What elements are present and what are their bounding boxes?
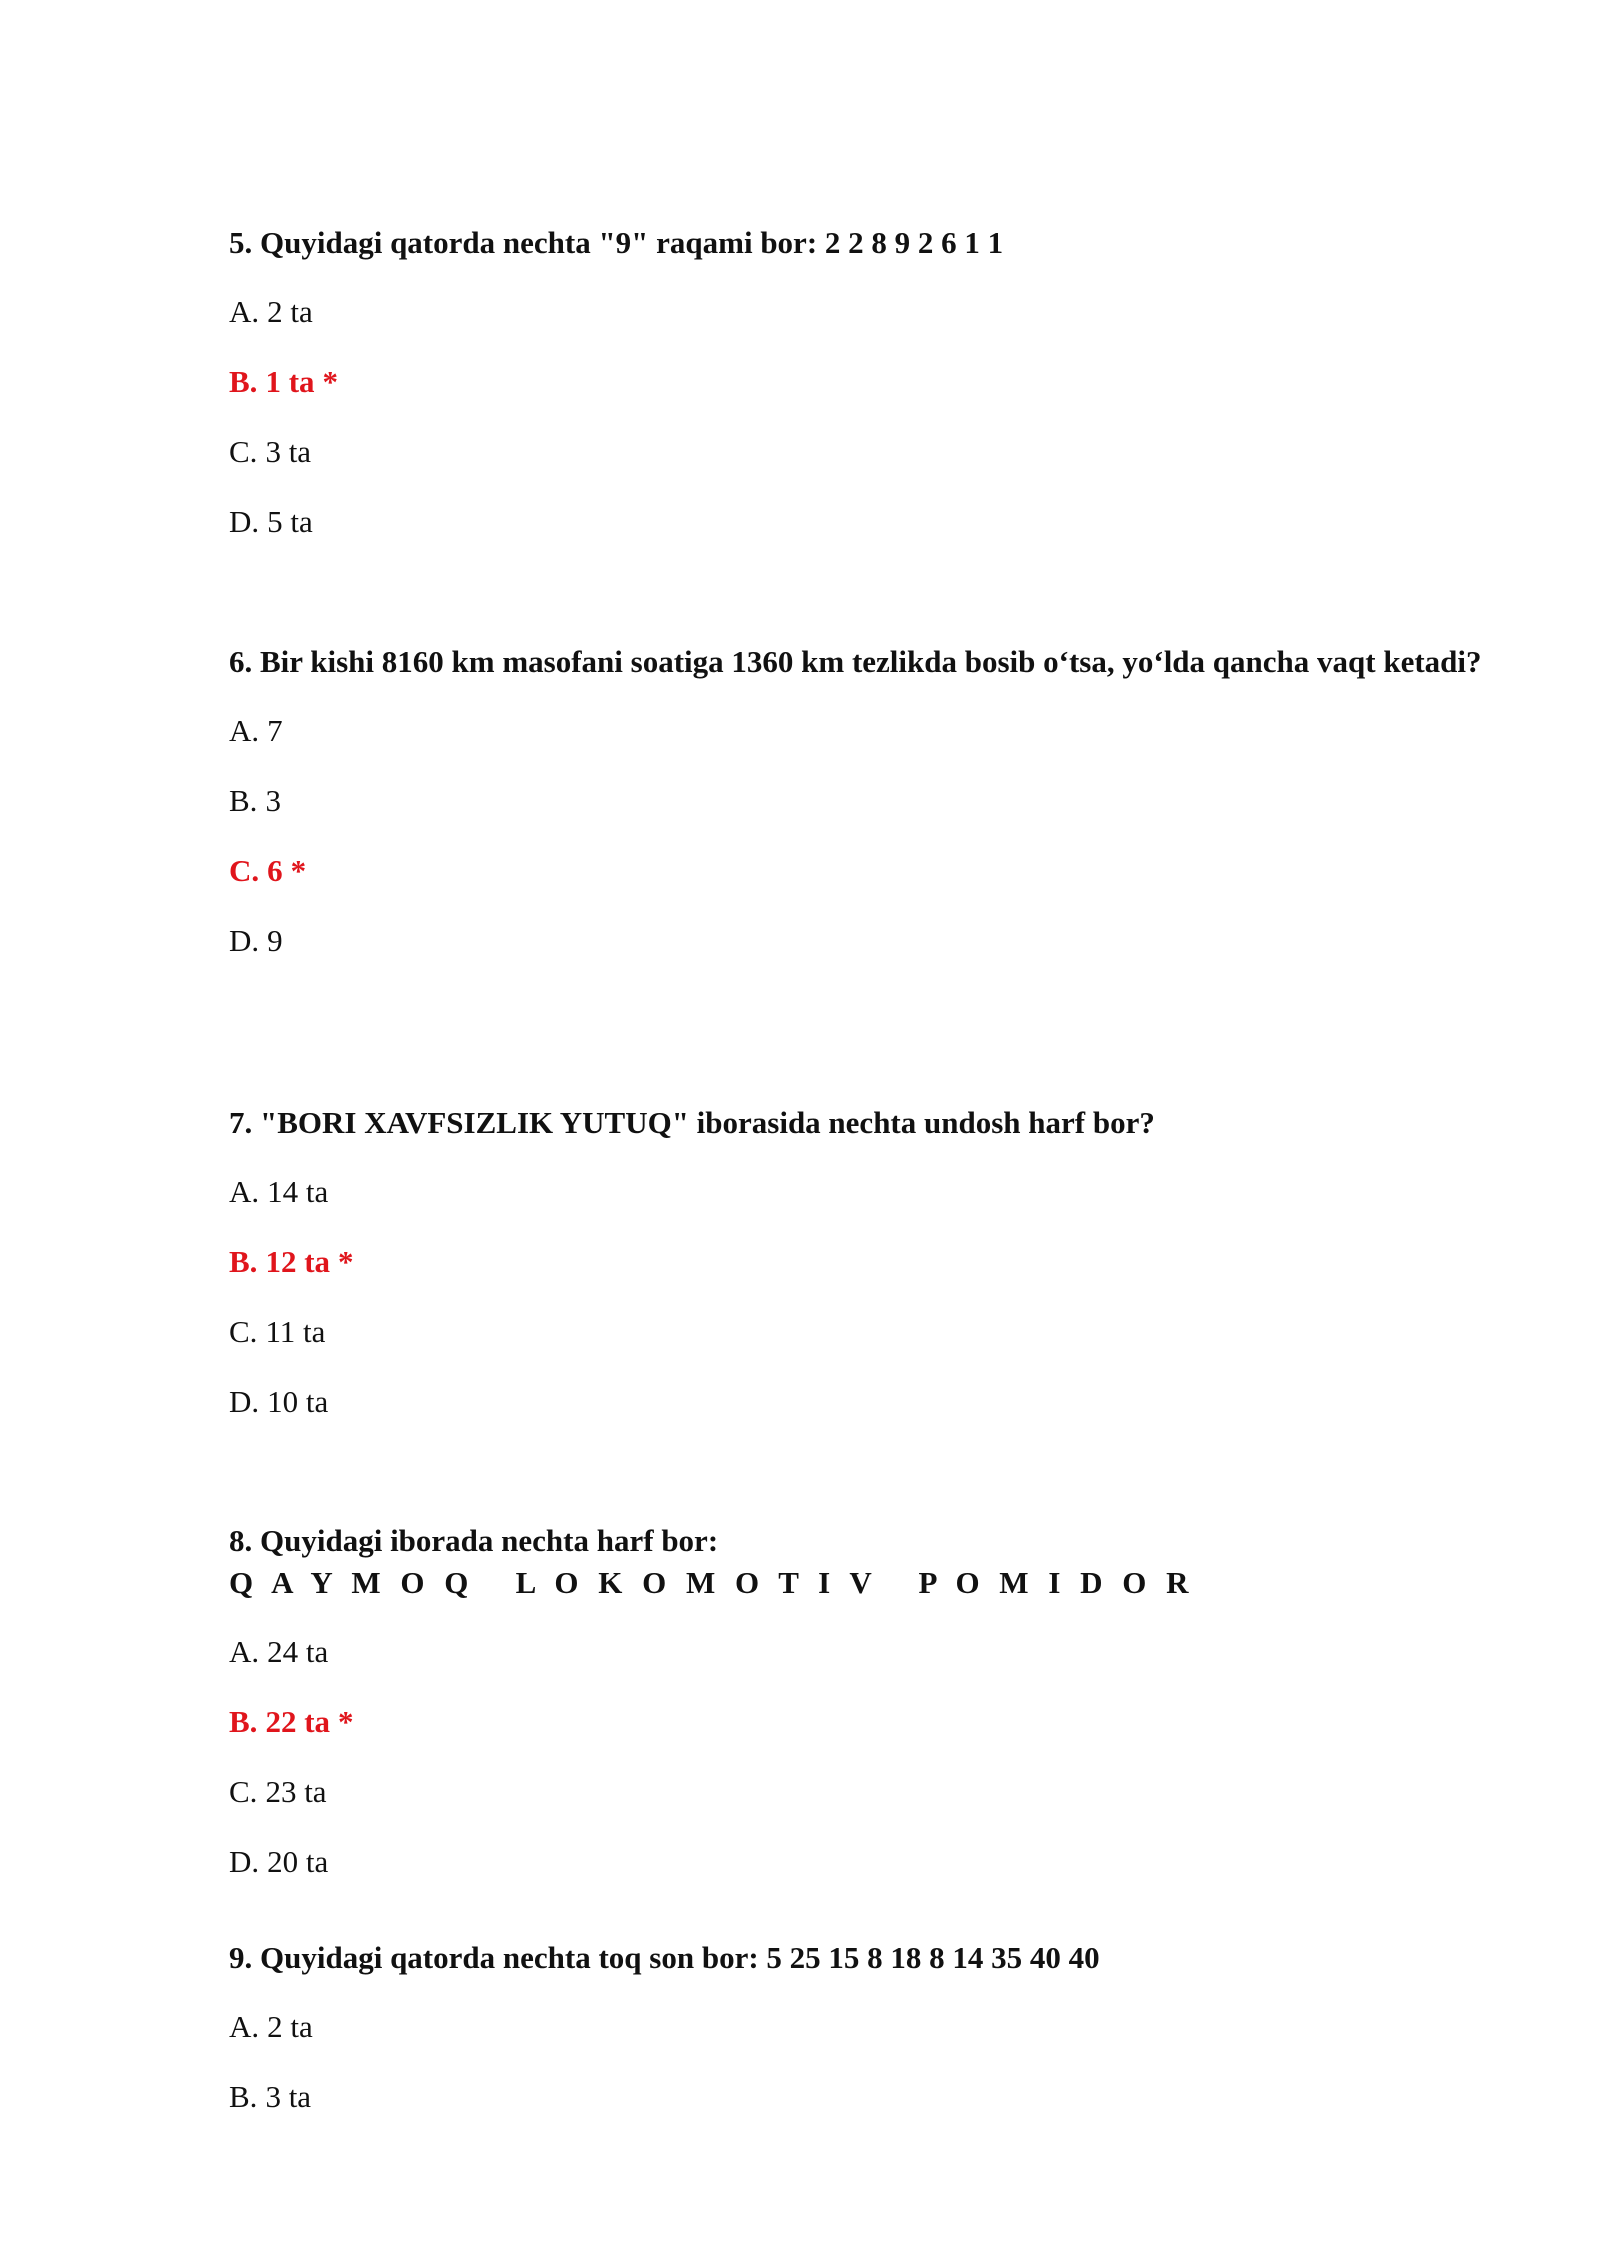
option-b <box>229 2075 1529 2119</box>
option-text: 14 ta <box>267 1174 329 1209</box>
option-c-correct <box>229 849 1529 893</box>
option-text: 10 ta <box>267 1384 329 1419</box>
question-8 <box>229 1520 1529 1910</box>
option-text: 24 ta <box>267 1634 329 1669</box>
option-label: B. <box>229 783 258 818</box>
question-8-prefix: 8. Quyidagi iborada nechta harf bor: <box>229 1523 719 1558</box>
question-9-title: 9. Quyidagi qatorda nechta toq son bor: 5 25 15 8 18 8 14 35 40 40 <box>229 1940 1100 1975</box>
option-label: C. <box>229 1774 258 1809</box>
option-a <box>229 709 1529 753</box>
option-label: B. <box>229 1704 258 1739</box>
option-text: 2 ta <box>267 2009 313 2044</box>
correct-marker: * <box>322 364 339 399</box>
option-b-correct <box>229 1700 1529 1744</box>
option-b <box>229 779 1529 823</box>
option-label: B. <box>229 364 258 399</box>
question-6-options <box>229 709 1529 963</box>
option-d <box>229 919 1529 963</box>
option-label: D. <box>229 504 260 539</box>
option-text: 5 ta <box>267 504 313 539</box>
option-label: C. <box>229 1314 258 1349</box>
correct-marker: * <box>290 853 307 888</box>
option-text: 9 <box>267 923 283 958</box>
option-text: 20 ta <box>267 1844 329 1879</box>
option-c <box>229 1310 1529 1354</box>
option-label: D. <box>229 1384 260 1419</box>
question-5-title: 5. Quyidagi qatorda nechta "9" raqami bor: 2 2 8 9 2 6 1 1 <box>229 225 1004 260</box>
option-text: 2 ta <box>267 294 313 329</box>
option-a <box>229 1170 1529 1214</box>
option-label: C. <box>229 853 260 888</box>
correct-marker: * <box>338 1244 354 1279</box>
correct-marker: * <box>338 1704 354 1739</box>
question-7-title: 7. "BORI XAVFSIZLIK YUTUQ" iborasida nechta undosh harf bor? <box>229 1105 1155 1140</box>
question-8-title <box>229 1520 1529 1604</box>
option-text: 12 ta <box>265 1244 331 1279</box>
option-b-correct <box>229 360 1529 404</box>
question-9 <box>229 1937 1529 2145</box>
option-text: 3 ta <box>265 434 312 469</box>
option-c <box>229 1770 1529 1814</box>
option-d <box>229 500 1529 544</box>
option-label: A. <box>229 1634 260 1669</box>
option-label: A. <box>229 713 260 748</box>
option-label: D. <box>229 1844 260 1879</box>
option-text: 3 <box>265 783 281 818</box>
option-label: A. <box>229 294 260 329</box>
option-d <box>229 1840 1529 1884</box>
question-8-letters: Q A Y M O Q L O K O M O T I V P O M I D O R <box>229 1565 1195 1600</box>
question-6 <box>229 641 1529 989</box>
question-5-options <box>229 290 1529 544</box>
question-9-options <box>229 2005 1529 2119</box>
question-7 <box>229 1102 1529 1450</box>
option-label: A. <box>229 1174 260 1209</box>
question-6-title: 6. Bir kishi 8160 km masofani soatiga 1360 km tezlikda bosib o‘tsa, yo‘lda qancha vaqt ketadi? <box>229 644 1482 679</box>
question-7-options <box>229 1170 1529 1424</box>
option-text: 7 <box>267 713 283 748</box>
option-text: 22 ta <box>265 1704 331 1739</box>
question-5 <box>229 222 1529 570</box>
option-label: B. <box>229 1244 258 1279</box>
option-label: A. <box>229 2009 260 2044</box>
option-text: 23 ta <box>265 1774 327 1809</box>
option-label: D. <box>229 923 260 958</box>
option-text: 11 ta <box>265 1314 326 1349</box>
option-label: C. <box>229 434 258 469</box>
option-a <box>229 2005 1529 2049</box>
option-a <box>229 1630 1529 1674</box>
option-c <box>229 430 1529 474</box>
option-text: 1 ta <box>265 364 315 399</box>
option-a <box>229 290 1529 334</box>
option-text: 6 <box>267 853 283 888</box>
option-label: B. <box>229 2079 258 2114</box>
option-d <box>229 1380 1529 1424</box>
option-b-correct <box>229 1240 1529 1284</box>
option-text: 3 ta <box>265 2079 312 2114</box>
question-8-options <box>229 1630 1529 1884</box>
